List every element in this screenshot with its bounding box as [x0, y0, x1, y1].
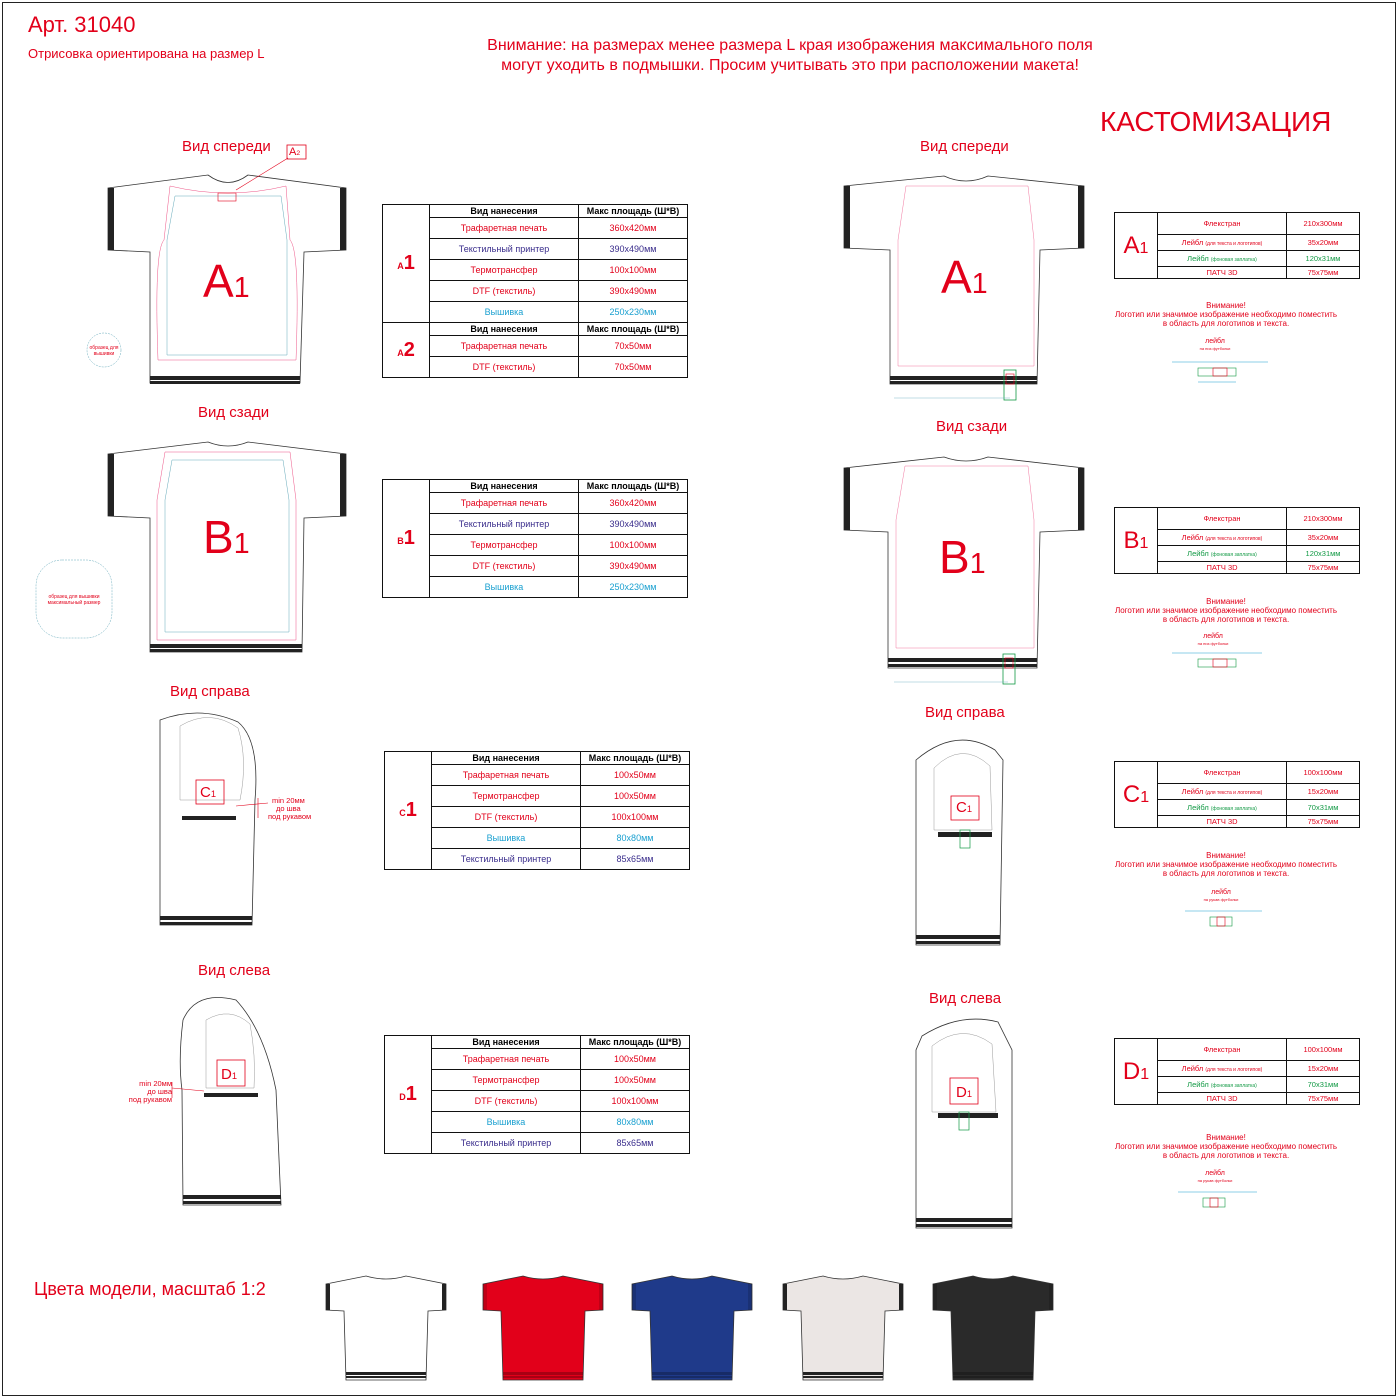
zone-label-a1: [203, 254, 250, 308]
embroidery-sample-back-label: образец для вышивки максимальный размер: [47, 594, 101, 606]
zone-label-d1: [221, 1066, 237, 1083]
zone-label-c1: [200, 784, 216, 801]
caption-custom-front-view: Вид спереди: [920, 138, 1009, 155]
area-cell: 120х31мм: [1287, 546, 1360, 562]
note-line1: Внимание!: [1206, 851, 1246, 860]
label-caption-title: лейбл: [1211, 889, 1231, 896]
zone-letter: A: [397, 261, 404, 271]
method-cell: [1158, 546, 1287, 562]
zone-number: 1: [403, 527, 415, 549]
custom-zone-label-d1: [956, 1084, 972, 1101]
label-note: (фоновая заплатка): [1210, 806, 1257, 812]
label-name: Лейбл: [1181, 1064, 1204, 1073]
label-name: Лейбл: [1187, 1080, 1209, 1089]
method-cell: [1158, 530, 1287, 546]
orientation-note: Отрисовка ориентирована на размер L: [28, 46, 265, 61]
zone-number: 1: [966, 804, 973, 814]
method-cell: [1158, 784, 1287, 800]
min-distance-line1: min 20мм: [139, 1079, 172, 1088]
method-cell: Вышивка: [432, 1112, 581, 1133]
col-header-area: Макс площадь (Ш*В): [579, 480, 688, 493]
label-name: Лейбл: [1187, 549, 1209, 558]
area-cell: 80х80мм: [581, 1112, 690, 1133]
zone-letter: B: [1123, 526, 1140, 554]
min-distance-line3: под рукавом: [128, 1095, 172, 1104]
zone-letter: B: [939, 531, 970, 583]
label-name: Лейбл: [1187, 254, 1209, 263]
col-header-method: Вид нанесения: [432, 1036, 581, 1049]
col-header-area: Макс площадь (Ш*В): [579, 323, 688, 336]
area-cell: 250х230мм: [579, 302, 688, 323]
min-distance-line2: до шва: [276, 804, 301, 813]
area-cell: 390х490мм: [579, 514, 688, 535]
zone-code-a1: [1115, 213, 1158, 279]
note-line1: Внимание!: [1206, 597, 1246, 606]
method-cell: Трафаретная печать: [430, 336, 579, 357]
zone-label-b1: [203, 510, 250, 564]
label-name: Лейбл: [1181, 533, 1204, 542]
zone-number: 1: [231, 1071, 238, 1081]
label-note: (для текста и логотипов): [1205, 536, 1263, 542]
method-cell: Термотрансфер: [430, 535, 579, 556]
area-cell: 80х80мм: [581, 828, 690, 849]
note-line3: в область для логотипов и текста.: [1162, 615, 1290, 624]
custom-table-c1: [1114, 761, 1360, 828]
caption-custom-left-view: Вид слева: [929, 990, 1002, 1007]
col-header-method: Вид нанесения: [430, 323, 579, 336]
label-caption-title: лейбл: [1203, 633, 1223, 640]
area-cell: 390х490мм: [579, 281, 688, 302]
note-line1: Внимание!: [1206, 301, 1246, 310]
zone-label-a2: [289, 146, 300, 158]
method-cell: Трафаретная печать: [430, 493, 579, 514]
color-swatch-tee: [783, 1276, 903, 1380]
custom-note-right: [1111, 851, 1341, 878]
zone-letter: B: [397, 536, 404, 546]
label-caption-sub: на рукав футболки: [1203, 897, 1239, 902]
zone-number: 2: [403, 338, 415, 361]
col-header-area: Макс площадь (Ш*В): [579, 205, 688, 218]
custom-table-a1: [1114, 212, 1360, 279]
zone-number: 1: [403, 252, 415, 274]
note-line2: Логотип или значимое изображение необходимо поместить: [1114, 606, 1337, 615]
method-cell: DTF (текстиль): [432, 807, 581, 828]
method-cell: [1158, 251, 1287, 267]
method-cell: Трафаретная печать: [432, 1049, 581, 1070]
note-line1: Внимание!: [1206, 1133, 1246, 1142]
area-cell: 100х50мм: [581, 765, 690, 786]
area-cell: 100х100мм: [579, 260, 688, 281]
min-distance-line2: до шва: [147, 1087, 172, 1096]
area-cell: 70х50мм: [579, 357, 688, 378]
area-cell: 360х420мм: [579, 218, 688, 239]
custom-zone-label-b1: [939, 530, 986, 584]
zone-number: 1: [1139, 534, 1149, 552]
caption-right-view: Вид справа: [170, 683, 250, 700]
zone-number: 1: [405, 799, 417, 821]
zone-code-d1: [1115, 1039, 1158, 1105]
area-cell: 100х100мм: [1287, 1039, 1360, 1061]
note-line2: Логотип или значимое изображение необходимо поместить: [1114, 310, 1337, 319]
caption-front-view: Вид спереди: [182, 138, 271, 155]
method-cell: ПАТЧ 3D: [1158, 816, 1287, 828]
min-distance-line1: min 20мм: [272, 796, 305, 805]
article-number: Арт. 31040: [28, 12, 136, 37]
zone-letter: A: [289, 146, 297, 158]
area-cell: 85х65мм: [581, 849, 690, 870]
method-cell: Вышивка: [432, 828, 581, 849]
zone-letter: D: [1122, 1057, 1141, 1085]
zone-number: 1: [405, 1083, 417, 1105]
area-cell: 75х75мм: [1287, 816, 1360, 828]
area-cell: 75х75мм: [1287, 562, 1360, 574]
col-header-method: Вид нанесения: [430, 205, 579, 218]
method-cell: [1158, 1061, 1287, 1077]
label-name: Лейбл: [1181, 787, 1204, 796]
zone-number: 1: [966, 1089, 973, 1099]
zone-number: 1: [969, 548, 986, 580]
method-cell: Вышивка: [430, 302, 579, 323]
zone-code-c1: [385, 752, 432, 870]
custom-note-front: [1111, 301, 1341, 328]
method-cell: ПАТЧ 3D: [1158, 1093, 1287, 1105]
customization-title: КАСТОМИЗАЦИЯ: [1100, 106, 1332, 137]
col-header-area: Макс площадь (Ш*В): [581, 752, 690, 765]
method-cell: Трафаретная печать: [432, 765, 581, 786]
area-cell: 360х420мм: [579, 493, 688, 514]
label-caption-title: лейбл: [1205, 338, 1225, 345]
custom-zone-label-c1: [956, 799, 972, 816]
label-note: (для текста и логотипов): [1205, 790, 1263, 796]
area-cell: 250х230мм: [579, 577, 688, 598]
zone-code-b1: [383, 480, 430, 598]
zone-code-c1: [1115, 762, 1158, 828]
custom-note-back: [1111, 597, 1341, 624]
area-cell: 210х300мм: [1287, 508, 1360, 530]
col-header-method: Вид нанесения: [432, 752, 581, 765]
custom-note-left: [1111, 1133, 1341, 1160]
print-table-d: [384, 1035, 690, 1154]
method-cell: Трафаретная печать: [430, 218, 579, 239]
label-name: Лейбл: [1181, 238, 1204, 247]
area-cell: 35х20мм: [1287, 235, 1360, 251]
area-cell: 70х50мм: [579, 336, 688, 357]
color-swatch-tee: [483, 1276, 603, 1380]
zone-number: 1: [233, 272, 250, 304]
note-line2: Логотип или значимое изображение необходимо поместить: [1114, 1142, 1337, 1151]
zone-letter: D: [956, 1084, 967, 1101]
zone-letter: A: [203, 255, 234, 307]
zone-letter: D: [399, 1092, 406, 1102]
method-cell: ПАТЧ 3D: [1158, 267, 1287, 279]
method-cell: Флекстран: [1158, 508, 1287, 530]
zone-letter: A: [1123, 231, 1140, 259]
label-note: (для текста и логотипов): [1205, 1067, 1263, 1073]
method-cell: Флекстран: [1158, 213, 1287, 235]
zone-number: 1: [971, 268, 988, 300]
print-table-a: [382, 204, 688, 378]
color-swatch-tee: [326, 1276, 446, 1380]
method-cell: [1158, 800, 1287, 816]
zone-letter: A: [941, 251, 972, 303]
area-cell: 75х75мм: [1287, 1093, 1360, 1105]
caption-back-view: Вид сзади: [198, 404, 270, 421]
label-caption-title: лейбл: [1205, 1170, 1225, 1177]
method-cell: Термотрансфер: [430, 260, 579, 281]
label-note: (фоновая заплатка): [1210, 1083, 1257, 1089]
method-cell: [1158, 235, 1287, 251]
min-distance-note-left: [130, 1080, 172, 1104]
zone-number: 1: [1140, 788, 1150, 806]
method-cell: [1158, 1077, 1287, 1093]
label-caption-right: [1196, 889, 1246, 903]
zone-letter: C: [399, 808, 406, 818]
method-cell: Термотрансфер: [432, 786, 581, 807]
zone-letter: C: [956, 799, 967, 816]
method-cell: Вышивка: [430, 577, 579, 598]
method-cell: DTF (текстиль): [430, 556, 579, 577]
method-cell: Термотрансфер: [432, 1070, 581, 1091]
min-distance-line3: под рукавом: [268, 812, 312, 821]
area-cell: 15х20мм: [1287, 784, 1360, 800]
custom-table-b1: [1114, 507, 1360, 574]
embroidery-sample-front-label: образец для вышивки: [89, 345, 119, 357]
method-cell: Флекстран: [1158, 762, 1287, 784]
area-cell: 100х100мм: [581, 1091, 690, 1112]
area-cell: 85х65мм: [581, 1133, 690, 1154]
label-caption-sub: на рукав футболки: [1197, 1178, 1233, 1183]
label-caption-sub: на низ футболки: [1199, 346, 1231, 351]
zone-code-a2: [383, 323, 430, 378]
area-cell: 390х490мм: [579, 556, 688, 577]
caption-custom-back-view: Вид сзади: [936, 418, 1008, 435]
area-cell: 100х100мм: [1287, 762, 1360, 784]
area-cell: 100х100мм: [579, 535, 688, 556]
area-cell: 100х100мм: [581, 807, 690, 828]
custom-zone-label-a1: [941, 250, 988, 304]
zone-letter: B: [203, 511, 234, 563]
col-header-method: Вид нанесения: [430, 480, 579, 493]
area-cell: 390х490мм: [579, 239, 688, 260]
area-cell: 100х50мм: [581, 1070, 690, 1091]
min-distance-note-right: [268, 797, 311, 821]
area-cell: 120х31мм: [1287, 251, 1360, 267]
method-cell: DTF (текстиль): [430, 357, 579, 378]
label-caption-sub: на низ футболки: [1197, 641, 1229, 646]
model-colors-caption: Цвета модели, масштаб 1:2: [34, 1279, 266, 1299]
area-cell: 75х75мм: [1287, 267, 1360, 279]
note-line3: в область для логотипов и текста.: [1162, 869, 1290, 878]
area-cell: 210х300мм: [1287, 213, 1360, 235]
method-cell: DTF (текстиль): [432, 1091, 581, 1112]
caption-custom-right-view: Вид справа: [925, 704, 1005, 721]
area-cell: 70х31мм: [1287, 1077, 1360, 1093]
label-name: Лейбл: [1187, 803, 1209, 812]
zone-number: 1: [233, 528, 250, 560]
zone-code-b1: [1115, 508, 1158, 574]
method-cell: Текстильный принтер: [432, 1133, 581, 1154]
zone-code-d1: [385, 1036, 432, 1154]
zone-letter: C: [200, 784, 211, 801]
label-note: (для текста и логотипов): [1205, 241, 1263, 247]
zone-number: 1: [1140, 1065, 1150, 1083]
method-cell: Текстильный принтер: [430, 239, 579, 260]
method-cell: DTF (текстиль): [430, 281, 579, 302]
label-note: (фоновая заплатка): [1210, 552, 1257, 558]
area-cell: 15х20мм: [1287, 1061, 1360, 1077]
note-line2: Логотип или значимое изображение необходимо поместить: [1114, 860, 1337, 869]
method-cell: Текстильный принтер: [430, 514, 579, 535]
method-cell: Флекстран: [1158, 1039, 1287, 1061]
note-line3: в область для логотипов и текста.: [1162, 319, 1290, 328]
area-cell: 100х50мм: [581, 1049, 690, 1070]
size-warning-line2: могут уходить в подмышки. Просим учитывать это при расположении макета!: [501, 57, 1079, 74]
zone-number: 2: [296, 150, 301, 157]
area-cell: 35х20мм: [1287, 530, 1360, 546]
print-table-b: [382, 479, 688, 598]
note-line3: в область для логотипов и текста.: [1162, 1151, 1290, 1160]
size-warning-line1: Внимание: на размерах менее размера L края изображения максимального поля: [487, 37, 1093, 54]
zone-letter: D: [221, 1066, 232, 1083]
area-cell: 100х50мм: [581, 786, 690, 807]
caption-left-view: Вид слева: [198, 962, 271, 979]
zone-letter: A: [397, 347, 404, 358]
zone-number: 1: [210, 789, 217, 799]
label-caption-front: [1190, 338, 1240, 352]
col-header-area: Макс площадь (Ш*В): [581, 1036, 690, 1049]
color-swatch-tee: [632, 1276, 752, 1380]
label-caption-back: [1188, 633, 1238, 647]
zone-number: 1: [1139, 239, 1149, 257]
area-cell: 70х31мм: [1287, 800, 1360, 816]
method-cell: ПАТЧ 3D: [1158, 562, 1287, 574]
color-swatch-tee: [933, 1276, 1053, 1380]
method-cell: Текстильный принтер: [432, 849, 581, 870]
label-caption-left: [1190, 1170, 1240, 1184]
label-note: (фоновая заплатка): [1210, 257, 1257, 263]
zone-letter: C: [1122, 780, 1141, 808]
zone-code-a1: [383, 205, 430, 323]
print-table-c: [384, 751, 690, 870]
custom-table-d1: [1114, 1038, 1360, 1105]
